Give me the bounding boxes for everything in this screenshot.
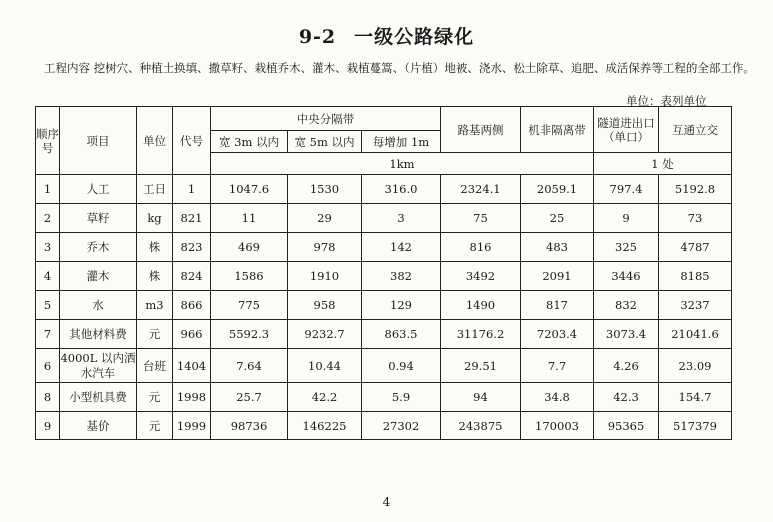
header-seq: 顺序号 xyxy=(36,107,60,175)
cell-value: 517379 xyxy=(659,412,732,440)
cell-unit: 株 xyxy=(137,262,173,291)
cell-value: 146225 xyxy=(288,412,362,440)
cell-value: 1586 xyxy=(211,262,288,291)
cell-value: 816 xyxy=(441,233,521,262)
table-row xyxy=(36,233,732,262)
cell-value: 5192.8 xyxy=(659,175,732,204)
cell-value: 817 xyxy=(521,291,594,320)
cell-seq: 1 xyxy=(36,175,60,204)
cell-item: 基价 xyxy=(60,412,137,440)
cell-value: 775 xyxy=(211,291,288,320)
cell-unit: 台班 xyxy=(137,349,173,383)
cell-code: 824 xyxy=(173,262,211,291)
cell-item: 小型机具费 xyxy=(60,383,137,412)
cell-value: 4787 xyxy=(659,233,732,262)
section-number: 9-2 xyxy=(298,26,337,48)
cell-value: 382 xyxy=(362,262,441,291)
cell-value: 978 xyxy=(288,233,362,262)
cell-value: 42.3 xyxy=(594,383,659,412)
table-row xyxy=(36,175,732,204)
header-item: 项目 xyxy=(60,107,137,175)
unit-note: 单位：表列单位 xyxy=(626,94,707,108)
cell-value: 7203.4 xyxy=(521,320,594,349)
header-unit-place: 1 处 xyxy=(594,153,732,175)
cell-value: 0.94 xyxy=(362,349,441,383)
cell-unit: m3 xyxy=(137,291,173,320)
cell-item: 草籽 xyxy=(60,204,137,233)
cell-value: 9 xyxy=(594,204,659,233)
cell-value: 154.7 xyxy=(659,383,732,412)
cell-value: 27302 xyxy=(362,412,441,440)
cell-value: 797.4 xyxy=(594,175,659,204)
cell-value: 2091 xyxy=(521,262,594,291)
cell-value: 863.5 xyxy=(362,320,441,349)
cell-value: 316.0 xyxy=(362,175,441,204)
header-median-5m: 宽 5m 以内 xyxy=(288,131,362,153)
header-median-add: 每增加 1m xyxy=(362,131,441,153)
cell-value: 142 xyxy=(362,233,441,262)
cell-value: 10.44 xyxy=(288,349,362,383)
cell-value: 34.8 xyxy=(521,383,594,412)
cell-value: 5592.3 xyxy=(211,320,288,349)
cell-unit: 元 xyxy=(137,320,173,349)
header-interchange: 互通立交 xyxy=(659,107,732,153)
header-roadside: 路基两侧 xyxy=(441,107,521,153)
header-median-3m: 宽 3m 以内 xyxy=(211,131,288,153)
cell-value: 25.7 xyxy=(211,383,288,412)
page-title xyxy=(0,22,773,49)
cell-item: 乔木 xyxy=(60,233,137,262)
cell-value: 243875 xyxy=(441,412,521,440)
cell-code: 1999 xyxy=(173,412,211,440)
section-title: 一级公路绿化 xyxy=(354,26,475,48)
cell-value: 98736 xyxy=(211,412,288,440)
cell-value: 129 xyxy=(362,291,441,320)
cell-code: 1404 xyxy=(173,349,211,383)
cell-seq: 8 xyxy=(36,383,60,412)
cell-value: 483 xyxy=(521,233,594,262)
cell-unit: kg xyxy=(137,204,173,233)
cell-value: 95365 xyxy=(594,412,659,440)
cell-item: 4000L 以内洒水汽车 xyxy=(60,349,137,383)
cell-unit: 元 xyxy=(137,383,173,412)
header-code: 代号 xyxy=(173,107,211,175)
cell-value: 21041.6 xyxy=(659,320,732,349)
cell-value: 29.51 xyxy=(441,349,521,383)
cell-value: 25 xyxy=(521,204,594,233)
cell-seq: 9 xyxy=(36,412,60,440)
table-row xyxy=(36,291,732,320)
cell-seq: 2 xyxy=(36,204,60,233)
cell-seq: 6 xyxy=(36,349,60,383)
cell-code: 1 xyxy=(173,175,211,204)
cell-value: 4.26 xyxy=(594,349,659,383)
table-row xyxy=(36,412,732,440)
cell-value: 2059.1 xyxy=(521,175,594,204)
table-row xyxy=(36,349,732,383)
cell-value: 5.9 xyxy=(362,383,441,412)
cell-value: 3237 xyxy=(659,291,732,320)
cell-value: 1530 xyxy=(288,175,362,204)
cell-value: 1910 xyxy=(288,262,362,291)
cell-value: 8185 xyxy=(659,262,732,291)
header-unit: 单位 xyxy=(137,107,173,175)
cell-code: 821 xyxy=(173,204,211,233)
cell-item: 水 xyxy=(60,291,137,320)
cell-value: 1047.6 xyxy=(211,175,288,204)
cell-value: 9232.7 xyxy=(288,320,362,349)
table-row xyxy=(36,383,732,412)
header-tunnel: 隧道进出口（单口） xyxy=(594,107,659,153)
cell-value: 170003 xyxy=(521,412,594,440)
header-median-group: 中央分隔带 xyxy=(211,107,441,131)
cell-value: 3073.4 xyxy=(594,320,659,349)
cell-value: 23.09 xyxy=(659,349,732,383)
cell-code: 823 xyxy=(173,233,211,262)
header-unit-km: 1km xyxy=(211,153,594,175)
cell-code: 866 xyxy=(173,291,211,320)
cell-value: 832 xyxy=(594,291,659,320)
cell-code: 1998 xyxy=(173,383,211,412)
table-row xyxy=(36,262,732,291)
cell-value: 73 xyxy=(659,204,732,233)
cell-value: 42.2 xyxy=(288,383,362,412)
cell-value: 94 xyxy=(441,383,521,412)
table-row xyxy=(36,320,732,349)
cell-code: 966 xyxy=(173,320,211,349)
cell-value: 325 xyxy=(594,233,659,262)
cell-unit: 株 xyxy=(137,233,173,262)
cell-item: 其他材料费 xyxy=(60,320,137,349)
cell-value: 7.64 xyxy=(211,349,288,383)
cell-value: 469 xyxy=(211,233,288,262)
cell-seq: 5 xyxy=(36,291,60,320)
quota-table xyxy=(35,106,732,440)
cell-value: 2324.1 xyxy=(441,175,521,204)
cell-seq: 4 xyxy=(36,262,60,291)
cell-value: 75 xyxy=(441,204,521,233)
table-row xyxy=(36,204,732,233)
cell-value: 3 xyxy=(362,204,441,233)
cell-item: 灌木 xyxy=(60,262,137,291)
cell-item: 人工 xyxy=(60,175,137,204)
cell-value: 7.7 xyxy=(521,349,594,383)
page-number: 4 xyxy=(382,495,391,509)
cell-unit: 工日 xyxy=(137,175,173,204)
cell-value: 1490 xyxy=(441,291,521,320)
cell-seq: 7 xyxy=(36,320,60,349)
cell-value: 11 xyxy=(211,204,288,233)
cell-value: 958 xyxy=(288,291,362,320)
work-description: 工程内容 挖树穴、种植土换填、撒草籽、栽植乔木、灌木、栽植蔓篙、（片植）地被、浇水、松土除草、追肥、成活保养等工程的全部工作。 xyxy=(44,61,755,75)
cell-value: 31176.2 xyxy=(441,320,521,349)
cell-value: 3492 xyxy=(441,262,521,291)
cell-unit: 元 xyxy=(137,412,173,440)
cell-seq: 3 xyxy=(36,233,60,262)
header-nonmotor: 机非隔离带 xyxy=(521,107,594,153)
cell-value: 29 xyxy=(288,204,362,233)
cell-value: 3446 xyxy=(594,262,659,291)
